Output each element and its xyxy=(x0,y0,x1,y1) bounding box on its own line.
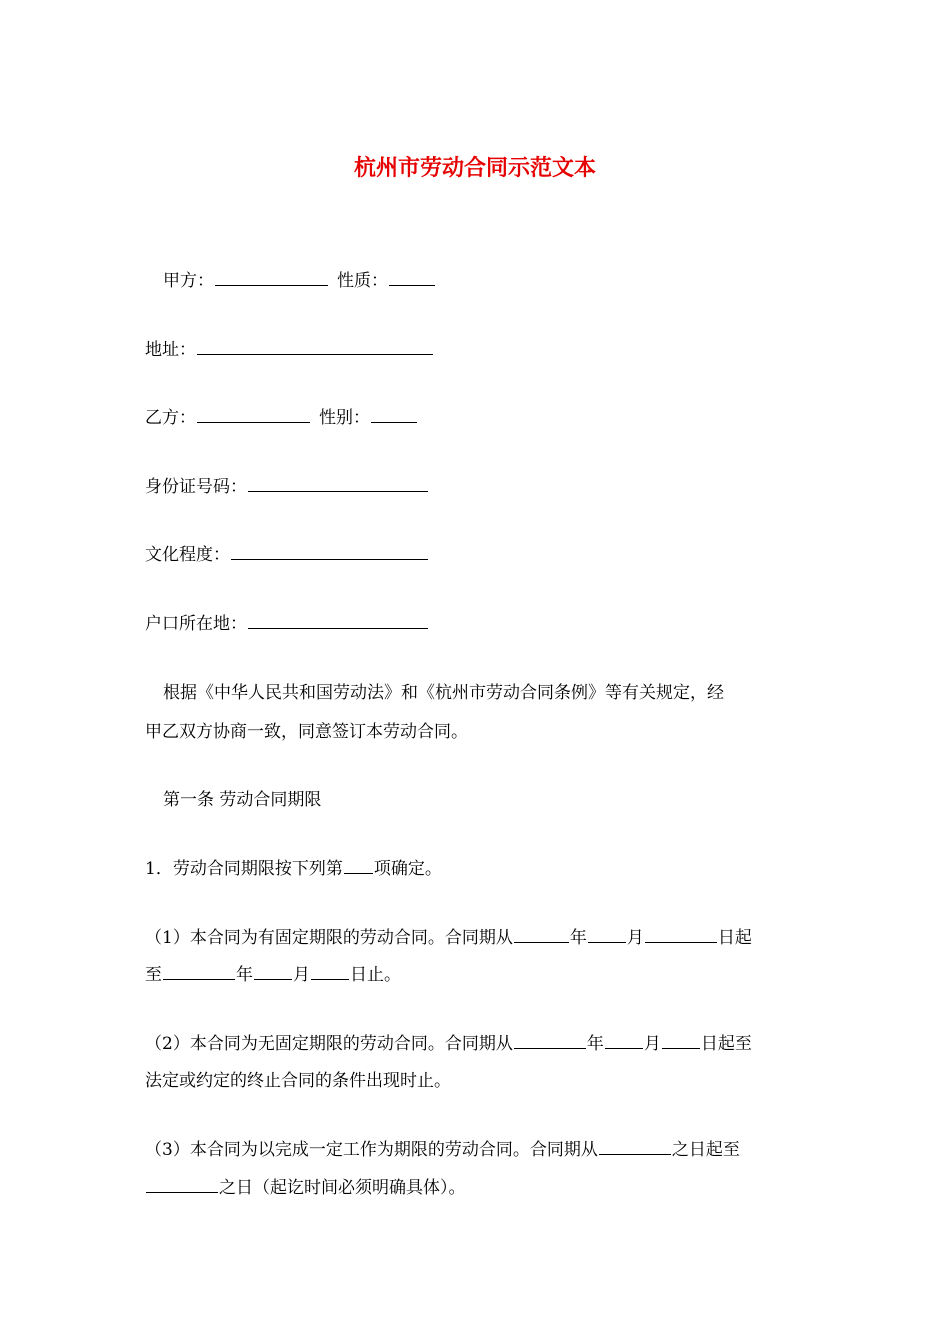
education-row xyxy=(145,538,809,572)
hukou-row xyxy=(145,607,809,641)
option1-day-from: 日起 xyxy=(717,928,752,948)
option2-line-1 xyxy=(145,1027,809,1061)
nature-blank[interactable] xyxy=(389,265,435,286)
nature-label: 性质： xyxy=(337,271,388,291)
id-label: 身份证号码： xyxy=(145,477,247,497)
option1-month: 月 xyxy=(626,928,644,948)
option2-day-from: 日起至 xyxy=(700,1034,752,1054)
party-a-blank[interactable] xyxy=(215,265,328,286)
clause1-row xyxy=(145,852,809,886)
option2-year-blank[interactable] xyxy=(514,1028,586,1049)
option1-line-2 xyxy=(145,958,809,992)
party-a-label: 甲方： xyxy=(163,271,214,291)
document-title: 杭州市劳动合同示范文本 xyxy=(353,155,596,181)
option3-from: 之日起至 xyxy=(671,1140,740,1160)
address-blank[interactable] xyxy=(197,334,433,355)
clause1-suffix: 项确定。 xyxy=(373,859,442,879)
option3-end-blank[interactable] xyxy=(146,1172,218,1193)
option2-prefix: （2）本合同为无固定期限的劳动合同。合同期从 xyxy=(145,1034,513,1054)
hukou-label: 户口所在地： xyxy=(145,614,247,634)
option3-start-blank[interactable] xyxy=(599,1134,671,1155)
option3-prefix: （3）本合同为以完成一定工作为期限的劳动合同。合同期从 xyxy=(145,1140,598,1160)
option2-year: 年 xyxy=(586,1034,604,1054)
option1-year: 年 xyxy=(569,928,587,948)
option1-to: 至 xyxy=(145,965,162,985)
article1-heading: 第一条 劳动合同期限 xyxy=(163,790,322,810)
education-blank[interactable] xyxy=(231,539,428,560)
option1-end: 日止。 xyxy=(350,965,401,985)
option1-year2: 年 xyxy=(236,965,253,985)
option1-year-blank[interactable] xyxy=(514,922,569,943)
option2-line-2: 法定或约定的终止合同的条件出现时止。 xyxy=(145,1071,451,1091)
party-a-row xyxy=(163,264,809,298)
option1-prefix: （1）本合同为有固定期限的劳动合同。合同期从 xyxy=(145,928,513,948)
address-row xyxy=(145,333,809,367)
clause1-blank[interactable] xyxy=(344,853,373,874)
option1-month2-blank[interactable] xyxy=(254,959,292,980)
option1-day-blank[interactable] xyxy=(645,922,717,943)
clause1-prefix: 1．劳动合同期限按下列第 xyxy=(145,859,343,879)
preamble-line-1: 根据《中华人民共和国劳动法》和《杭州市劳动合同条例》等有关规定，经 xyxy=(163,683,724,703)
option2-day-blank[interactable] xyxy=(662,1028,700,1049)
option1-month2: 月 xyxy=(293,965,310,985)
gender-label: 性别： xyxy=(319,408,370,428)
party-b-blank[interactable] xyxy=(197,402,310,423)
option2-month-blank[interactable] xyxy=(605,1028,643,1049)
hukou-blank[interactable] xyxy=(248,608,428,629)
gender-blank[interactable] xyxy=(371,402,417,423)
option2-month: 月 xyxy=(643,1034,661,1054)
preamble-line-2: 甲乙双方协商一致，同意签订本劳动合同。 xyxy=(145,722,468,742)
option1-month-blank[interactable] xyxy=(588,922,626,943)
option3-end: 之日（起讫时间必须明确具体）。 xyxy=(219,1178,466,1198)
party-b-row xyxy=(145,401,809,435)
id-blank[interactable] xyxy=(248,471,428,492)
address-label: 地址： xyxy=(145,340,196,360)
option1-line-1 xyxy=(145,921,809,955)
option1-year2-blank[interactable] xyxy=(163,959,235,980)
party-b-label: 乙方： xyxy=(145,408,196,428)
id-row xyxy=(145,470,809,504)
option1-day2-blank[interactable] xyxy=(311,959,349,980)
option3-line-1 xyxy=(145,1133,809,1167)
option3-line-2 xyxy=(145,1171,809,1205)
education-label: 文化程度： xyxy=(145,545,230,565)
